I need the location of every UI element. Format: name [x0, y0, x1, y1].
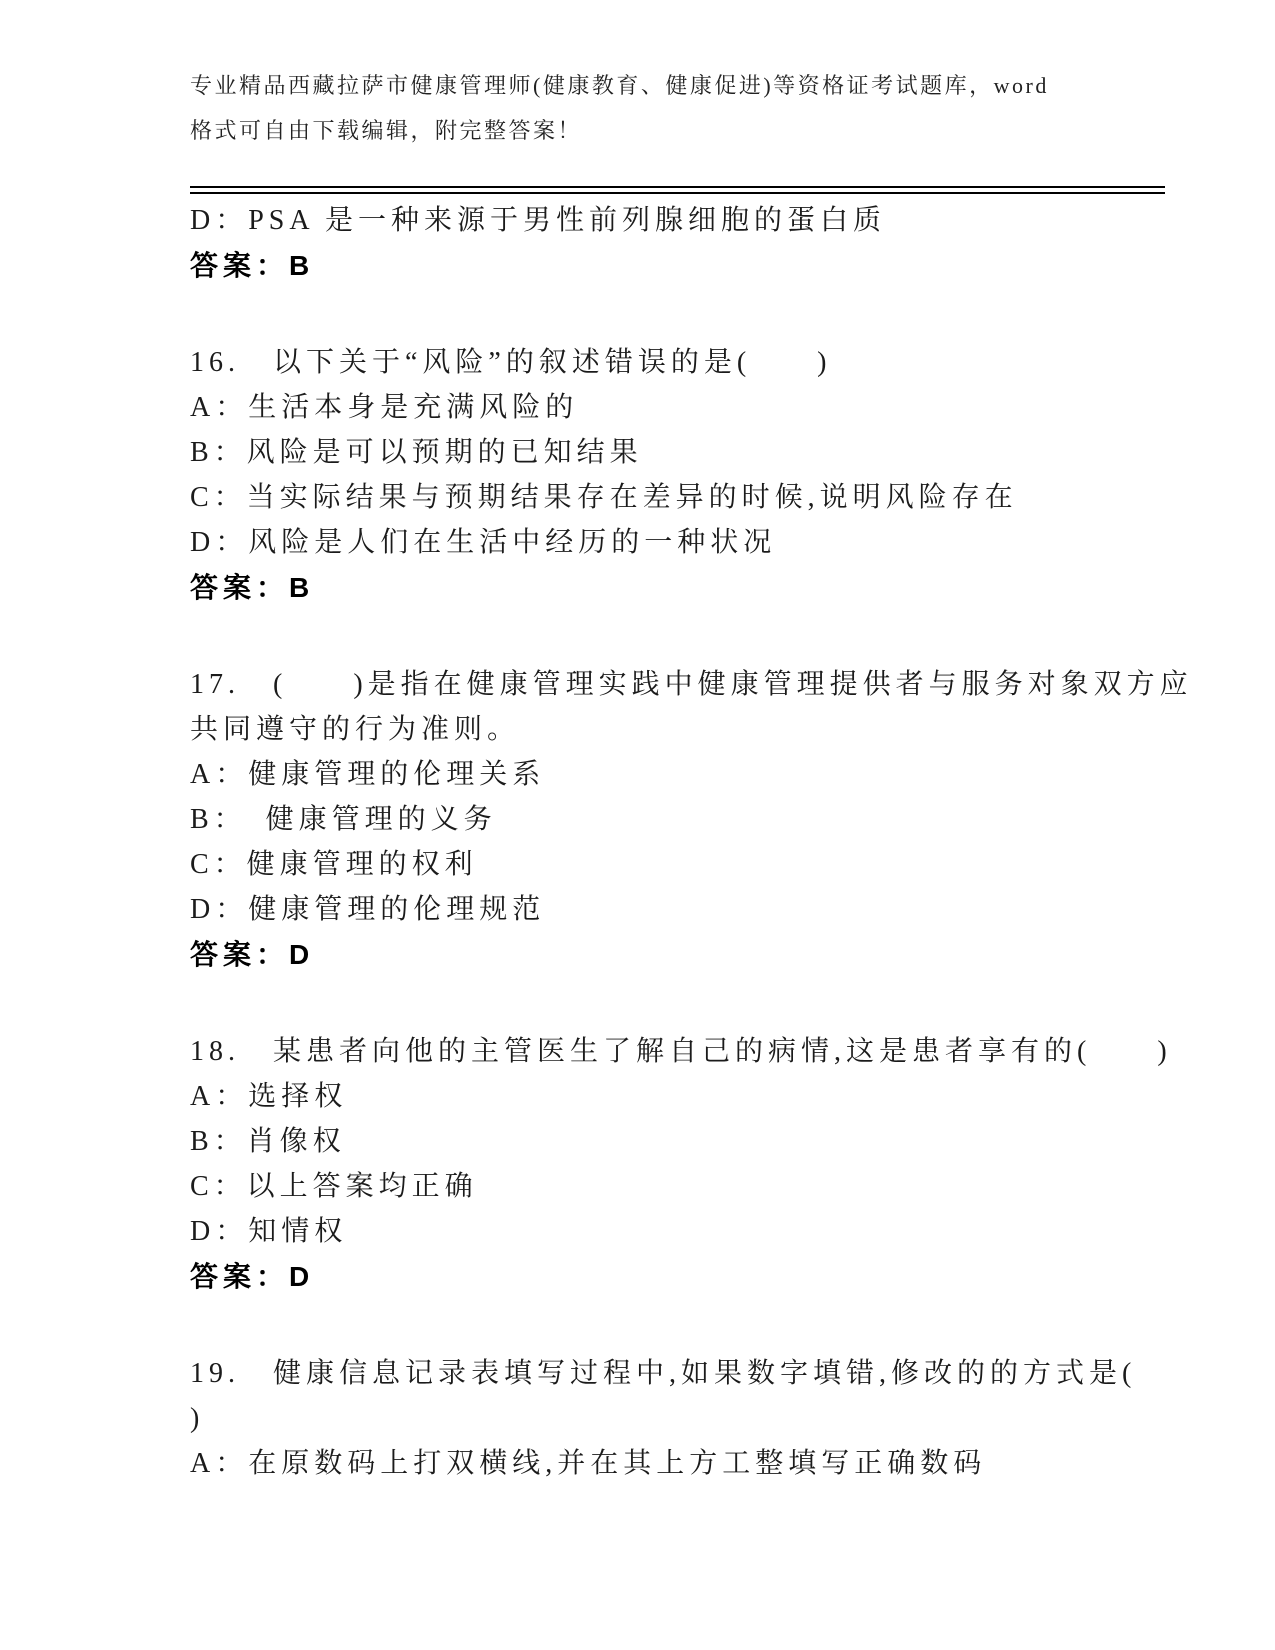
- header-divider: [190, 186, 1165, 194]
- question-18-option-d: D：知情权: [190, 1216, 348, 1247]
- question-18-answer: 答案：D: [190, 1261, 315, 1292]
- question-17-stem-line1: 17. ( )是指在健康管理实践中健康管理提供者与服务对象双方应: [190, 669, 1193, 700]
- question-19-stem-line2: ): [190, 1403, 205, 1434]
- document-header: [190, 0, 1165, 194]
- question-18: [190, 1029, 1172, 1299]
- question-18-option-a: A：选择权: [190, 1081, 348, 1112]
- question-16-option-b: B：风险是可以预期的已知结果: [190, 437, 643, 468]
- question-15-answer: 答案：B: [190, 250, 315, 281]
- question-16-option-a: A：生活本身是充满风险的: [190, 392, 579, 423]
- question-17: [190, 662, 1193, 977]
- question-19-option-a: A：在原数码上打双横线,并在其上方工整填写正确数码: [190, 1448, 987, 1479]
- question-18-option-b: B：肖像权: [190, 1126, 346, 1157]
- question-17-option-c: C：健康管理的权利: [190, 849, 478, 880]
- header-text-line2: 格式可自由下载编辑，附完整答案！: [190, 118, 583, 143]
- question-16-option-c: C：当实际结果与预期结果存在差异的时候,说明风险存在: [190, 482, 1018, 513]
- question-17-option-d: D：健康管理的伦理规范: [190, 894, 546, 925]
- question-19-stem-line1: 19. 健康信息记录表填写过程中,如果数字填错,修改的的方式是(: [190, 1358, 1137, 1389]
- question-17-option-a: A：健康管理的伦理关系: [190, 759, 546, 790]
- question-16: [190, 340, 1165, 610]
- question-18-option-c: C：以上答案均正确: [190, 1171, 478, 1202]
- question-17-option-b: B： 健康管理的义务: [190, 804, 497, 835]
- header-text-line1: 专业精品西藏拉萨市健康管理师(健康教育、健康促进)等资格证考试题库，word: [190, 73, 1049, 98]
- document-body: [190, 198, 1193, 1486]
- question-17-answer: 答案：D: [190, 939, 315, 970]
- question-16-option-d: D：风险是人们在生活中经历的一种状况: [190, 527, 777, 558]
- page-content: [190, 0, 1193, 1486]
- question-15-fragment: [190, 198, 1165, 288]
- question-16-stem: 16. 以下关于“风险”的叙述错误的是( ): [190, 347, 832, 378]
- question-18-stem: 18. 某患者向他的主管医生了解自己的病情,这是患者享有的( ): [190, 1036, 1172, 1067]
- question-17-stem-line2: 共同遵守的行为准则。: [190, 714, 521, 745]
- question-15-option-d: D：PSA 是一种来源于男性前列腺细胞的蛋白质: [190, 205, 887, 236]
- question-19: [190, 1351, 1165, 1486]
- question-16-answer: 答案：B: [190, 572, 315, 603]
